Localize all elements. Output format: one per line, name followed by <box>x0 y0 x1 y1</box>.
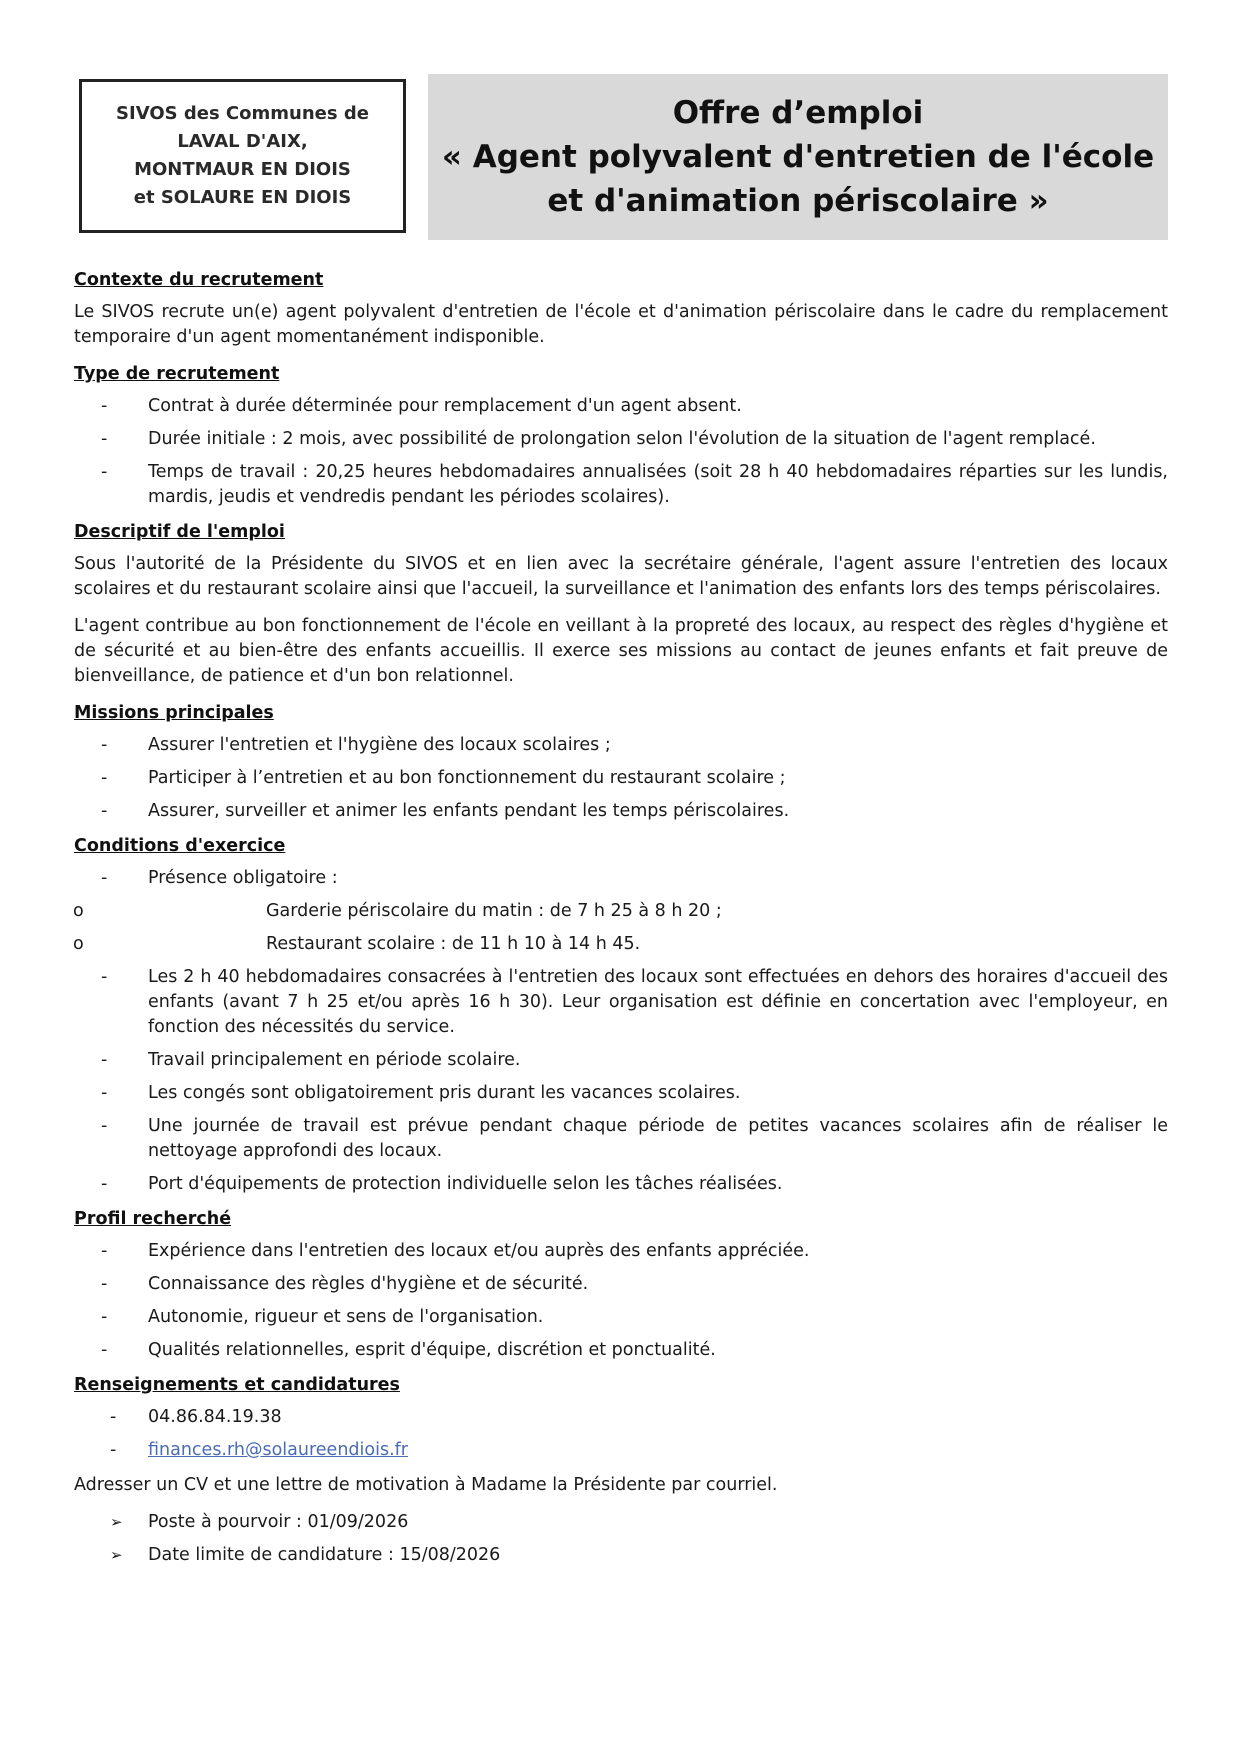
list-item-text: Présence obligatoire : <box>148 868 338 888</box>
list-item-text: Expérience dans l'entretien des locaux et/ou auprès des enfants appréciée. <box>148 1241 810 1261</box>
dash-bullet: - <box>101 1307 108 1327</box>
circle-bullet: o <box>73 934 84 954</box>
list-item-text: Les congés sont obligatoirement pris durant les vacances scolaires. <box>148 1083 741 1103</box>
section-paragraph: Le SIVOS recrute un(e) agent polyvalent d'entretien de l'école et d'animation périscolaire dans le cadre du remplacement temporaire d'un agent momentanément indisponible. <box>74 302 1168 347</box>
dash-bullet: - <box>101 1241 108 1261</box>
application-instruction: Adresser un CV et une lettre de motivation à Madame la Présidente par courriel. <box>74 1475 778 1495</box>
list-item <box>74 1048 1168 1073</box>
section-profil <box>74 1207 1168 1363</box>
sub-list-item <box>73 899 1168 924</box>
dash-bullet: - <box>101 868 108 888</box>
dash-bullet: - <box>101 735 108 755</box>
email-link[interactable]: finances.rh@solaureendiois.fr <box>148 1440 408 1460</box>
list-item-text: Port d'équipements de protection individuelle selon les tâches réalisées. <box>148 1174 783 1194</box>
list-item-text: Autonomie, rigueur et sens de l'organisation. <box>148 1307 544 1327</box>
circle-bullet: o <box>73 901 84 921</box>
section-paragraph: L'agent contribue au bon fonctionnement de l'école en veillant à la propreté des locaux, au respect des règles d'hygiène et de sécurité et au bien-être des enfants accueillis. Il exerce ses missions au contact de jeunes enfants et fait preuve de bienveillance, de patience et d'un bon relationnel. <box>74 616 1168 686</box>
list-item <box>74 1305 1168 1330</box>
list-item-text: Assurer l'entretien et l'hygiène des locaux scolaires ; <box>148 735 611 755</box>
list-item <box>74 1338 1168 1363</box>
organization-name-line: SIVOS des Communes de <box>116 103 369 124</box>
list-item-text: Travail principalement en période scolaire. <box>148 1050 521 1070</box>
section-heading: Conditions d'exercice <box>74 836 286 856</box>
dash-bullet: - <box>101 462 108 482</box>
organization-name-line: MONTMAUR EN DIOIS <box>134 159 351 180</box>
section-heading: Type de recrutement <box>74 364 280 384</box>
section-heading: Descriptif de l'emploi <box>74 522 285 542</box>
list-item <box>74 1172 1168 1197</box>
dash-bullet: - <box>101 1116 108 1136</box>
list-item <box>74 965 1168 1040</box>
section-renseignements <box>74 1373 1168 1568</box>
section-paragraph: Sous l'autorité de la Présidente du SIVOS et en lien avec la secrétaire générale, l'agent assure l'entretien des locaux scolaires et du restaurant scolaire ainsi que l'accueil, la surveillance et l'animation des enfants lors des temps périscolaires. <box>74 554 1168 599</box>
section-heading: Renseignements et candidatures <box>74 1375 400 1395</box>
contact-email <box>74 1438 1168 1463</box>
list-item <box>74 766 1168 791</box>
job-offer-content <box>74 268 1168 1576</box>
organization-logo-box <box>79 79 406 233</box>
key-date-text: Poste à pourvoir : 01/09/2026 <box>148 1512 409 1532</box>
key-date-text: Date limite de candidature : 15/08/2026 <box>148 1545 501 1565</box>
dash-bullet: - <box>101 801 108 821</box>
sub-list-item-text: Restaurant scolaire : de 11 h 10 à 14 h 45. <box>266 934 641 954</box>
bullet-list <box>74 866 1168 1197</box>
list-item-text: Assurer, surveiller et animer les enfants pendant les temps périscolaires. <box>148 801 790 821</box>
contact-list <box>74 1405 1168 1463</box>
job-title-line: Offre d’emploi <box>672 95 924 131</box>
list-item <box>74 394 1168 419</box>
job-title-line: « Agent polyvalent d'entretien de l'école <box>441 139 1155 175</box>
phone-number: 04.86.84.19.38 <box>148 1407 282 1427</box>
organization-name-line: et SOLAURE EN DIOIS <box>133 187 352 208</box>
dash-bullet: - <box>110 1407 117 1427</box>
dash-bullet: - <box>101 768 108 788</box>
dash-bullet: - <box>101 1340 108 1360</box>
list-item-text: Connaissance des règles d'hygiène et de sécurité. <box>148 1274 589 1294</box>
section-contexte <box>74 268 1168 350</box>
list-item-text: Temps de travail : 20,25 heures hebdomadaires annualisées (soit 28 h 40 hebdomadaires réparties sur les lundis, mardis, jeudis et vendredis pendant les périodes scolaires). <box>148 462 1168 507</box>
list-item <box>74 1272 1168 1297</box>
bullet-list <box>74 733 1168 824</box>
job-title-box <box>428 74 1168 240</box>
list-item-text: Durée initiale : 2 mois, avec possibilité de prolongation selon l'évolution de la situation de l'agent remplacé. <box>148 429 1096 449</box>
list-item <box>74 1114 1168 1164</box>
section-conditions <box>74 834 1168 1197</box>
section-missions <box>74 701 1168 824</box>
section-type <box>74 362 1168 510</box>
list-item-text: Les 2 h 40 hebdomadaires consacrées à l'entretien des locaux sont effectuées en dehors des horaires d'accueil des enfants (avant 7 h 25 et/ou après 16 h 30). Leur organisation est définie en concertation avec l'employeur, en fonction des nécessités du service. <box>148 967 1168 1037</box>
section-heading: Profil recherché <box>74 1209 232 1229</box>
list-item <box>74 1239 1168 1264</box>
list-item <box>74 460 1168 510</box>
dash-bullet: - <box>101 396 108 416</box>
section-descriptif <box>74 520 1168 689</box>
key-date-item <box>74 1543 1168 1568</box>
dash-bullet: - <box>101 1274 108 1294</box>
list-item <box>74 799 1168 824</box>
section-heading: Contexte du recrutement <box>74 270 324 290</box>
sub-bullet-list <box>73 899 1168 957</box>
dash-bullet: - <box>101 1174 108 1194</box>
dash-bullet: - <box>110 1440 117 1460</box>
key-date-item <box>74 1510 1168 1535</box>
list-item <box>74 427 1168 452</box>
section-heading: Missions principales <box>74 703 274 723</box>
arrow-bullet-icon: ➢ <box>110 1546 123 1564</box>
dash-bullet: - <box>101 1050 108 1070</box>
list-item-text: Qualités relationnelles, esprit d'équipe, discrétion et ponctualité. <box>148 1340 716 1360</box>
dash-bullet: - <box>101 1083 108 1103</box>
list-item <box>74 1081 1168 1106</box>
dash-bullet: - <box>101 967 108 987</box>
dash-bullet: - <box>101 429 108 449</box>
list-item <box>74 733 1168 758</box>
sub-list-item-text: Garderie périscolaire du matin : de 7 h 25 à 8 h 20 ; <box>266 901 722 921</box>
job-title-line: et d'animation périscolaire » <box>547 183 1049 219</box>
list-item-text: Contrat à durée déterminée pour remplacement d'un agent absent. <box>148 396 742 416</box>
arrow-bullet-icon: ➢ <box>110 1513 123 1531</box>
bullet-list <box>74 394 1168 510</box>
key-dates-list <box>74 1510 1168 1568</box>
bullet-list <box>74 1239 1168 1363</box>
list-item-text: Participer à l’entretien et au bon fonctionnement du restaurant scolaire ; <box>148 768 786 788</box>
organization-name-line: LAVAL D'AIX, <box>177 131 308 152</box>
list-item <box>74 866 1168 957</box>
sub-list-item <box>73 932 1168 957</box>
contact-phone <box>74 1405 1168 1430</box>
list-item-text: Une journée de travail est prévue pendant chaque période de petites vacances scolaires afin de réaliser le nettoyage approfondi des locaux. <box>148 1116 1168 1161</box>
